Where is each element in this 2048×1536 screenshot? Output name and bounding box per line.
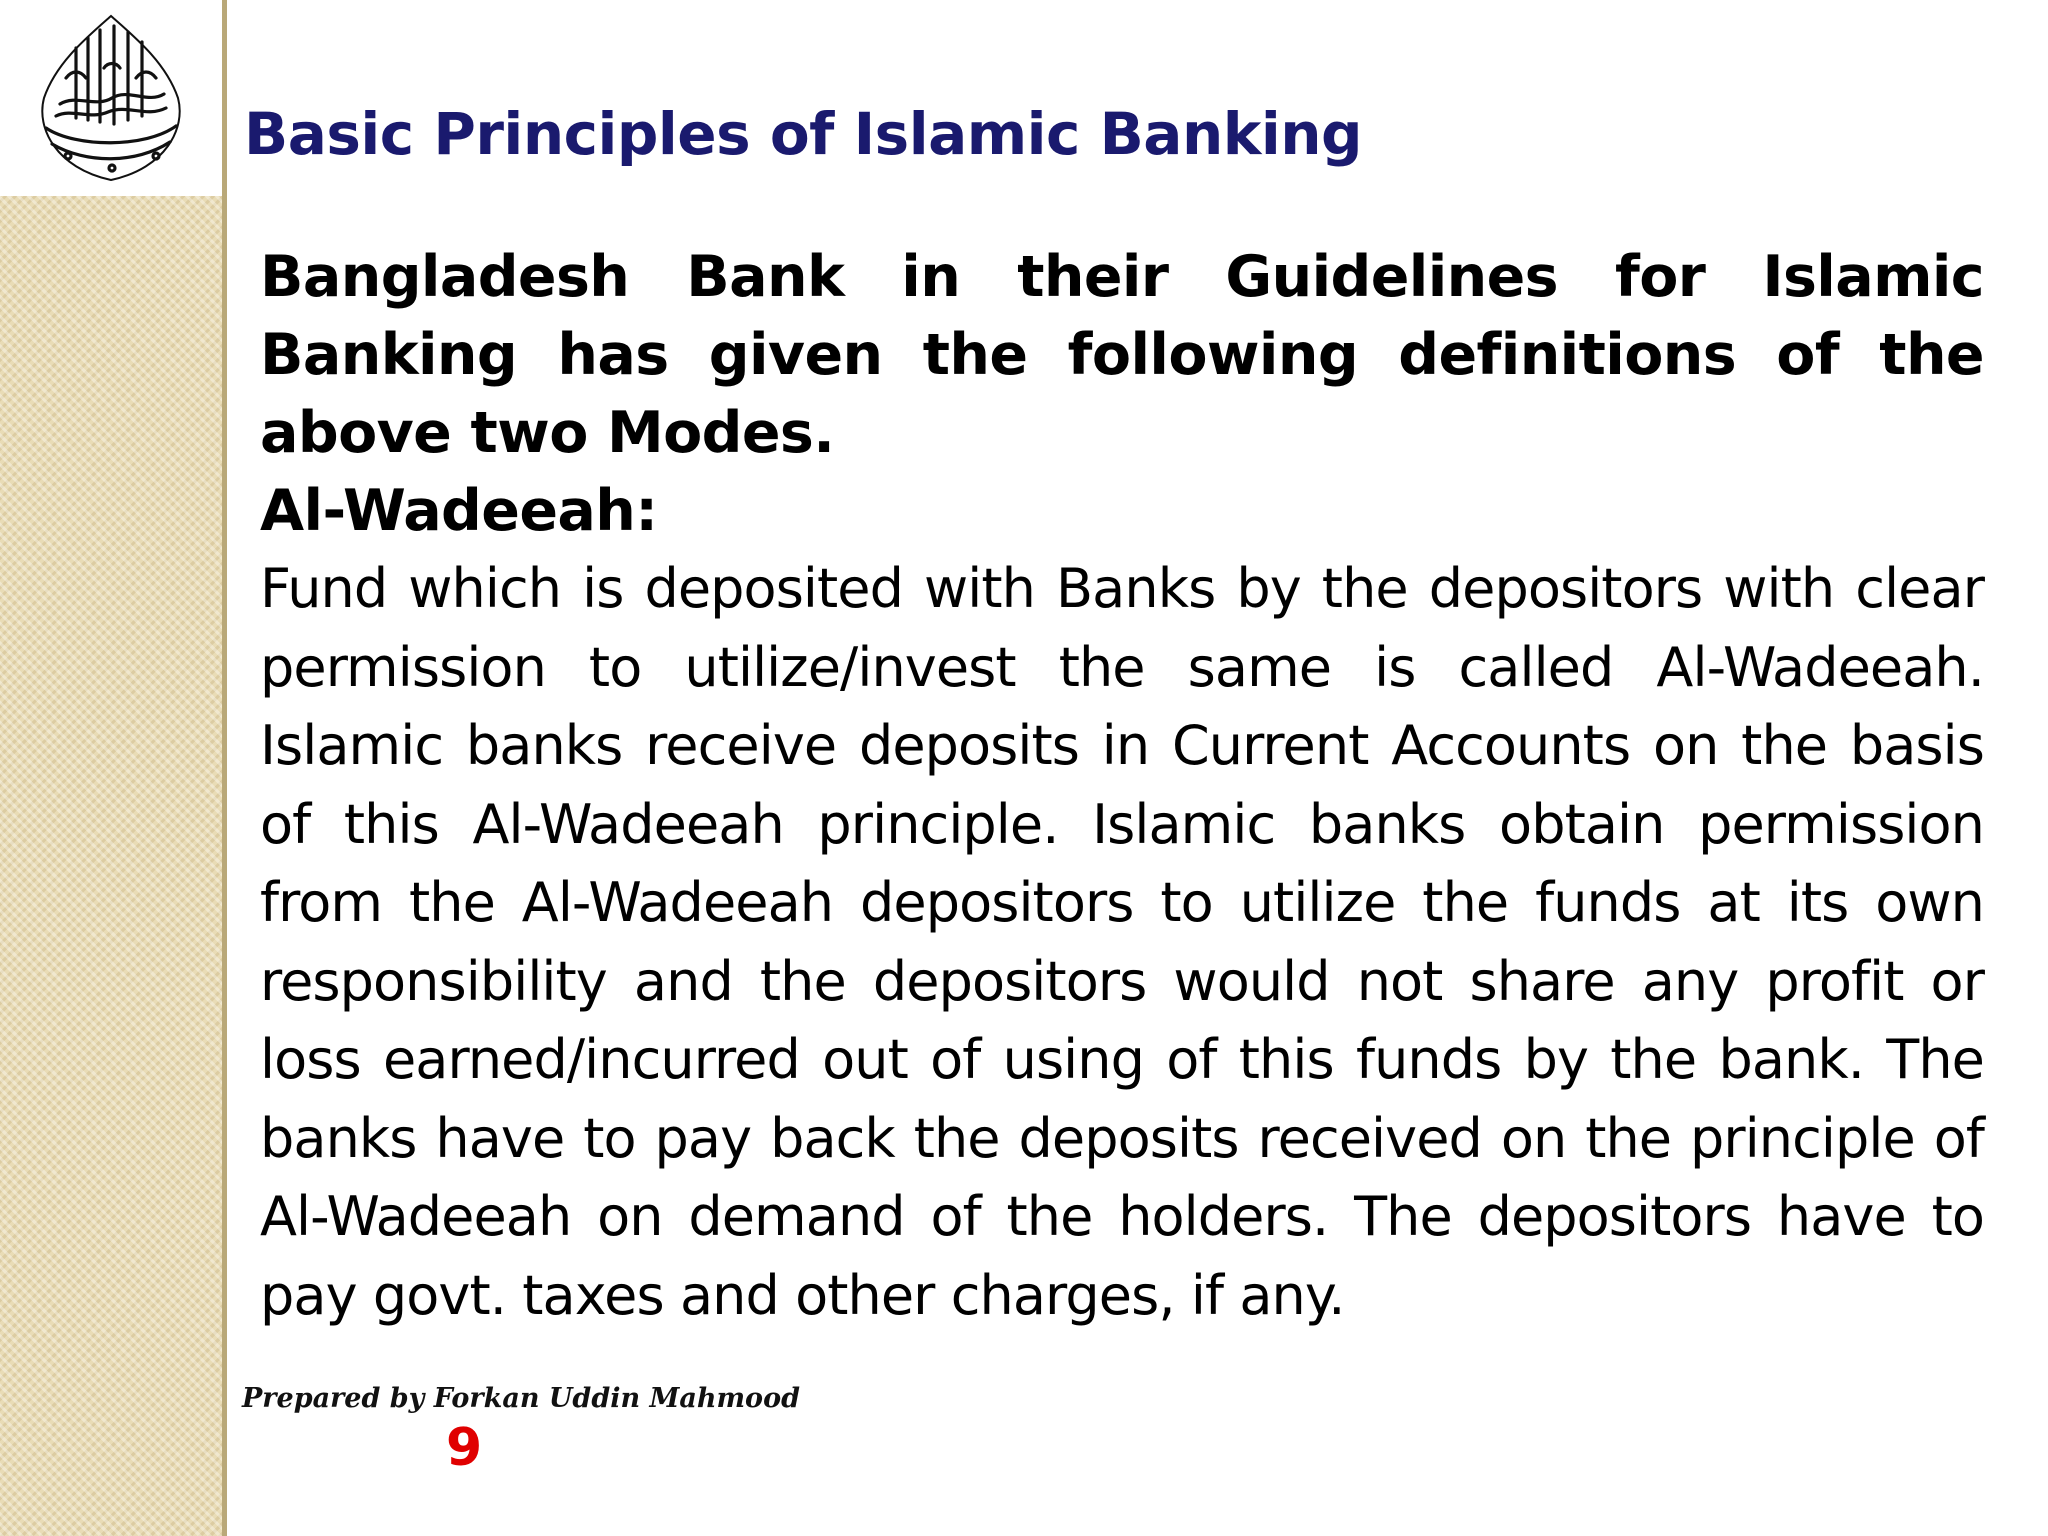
logo <box>0 0 222 196</box>
page-title: Basic Principles of Islamic Banking <box>244 100 1363 168</box>
bismillah-calligraphy-icon <box>16 8 206 188</box>
side-panel <box>0 0 222 1536</box>
intro-paragraph: Bangladesh Bank in their Guidelines for Islamic Banking has given the following definitions of the above two Modes. <box>260 244 1984 466</box>
section-body: Fund which is deposited with Banks by the depositors with clear permission to utilize/invest the same is called Al-Wadeeah. Islamic banks receive deposits in Current Accounts on the basis of this Al-Wadeeah principle. Islamic banks obtain permission from the Al-Wadeeah depositors to utilize the funds at its own responsibility and the depositors would not share any profit or loss earned/incurred out of using of this funds by the bank. The banks have to pay back the deposits received on the principle of Al-Wadeeah on demand of the holders. The depositors have to pay govt. taxes and other charges, if any. <box>260 557 1984 1327</box>
side-divider <box>222 0 227 1536</box>
footer-credit: Prepared by Forkan Uddin Mahmood <box>242 1383 800 1414</box>
section-heading: Al-Wadeeah: <box>260 478 658 544</box>
page-number: 9 <box>446 1418 483 1478</box>
slide-content <box>260 238 1984 1335</box>
